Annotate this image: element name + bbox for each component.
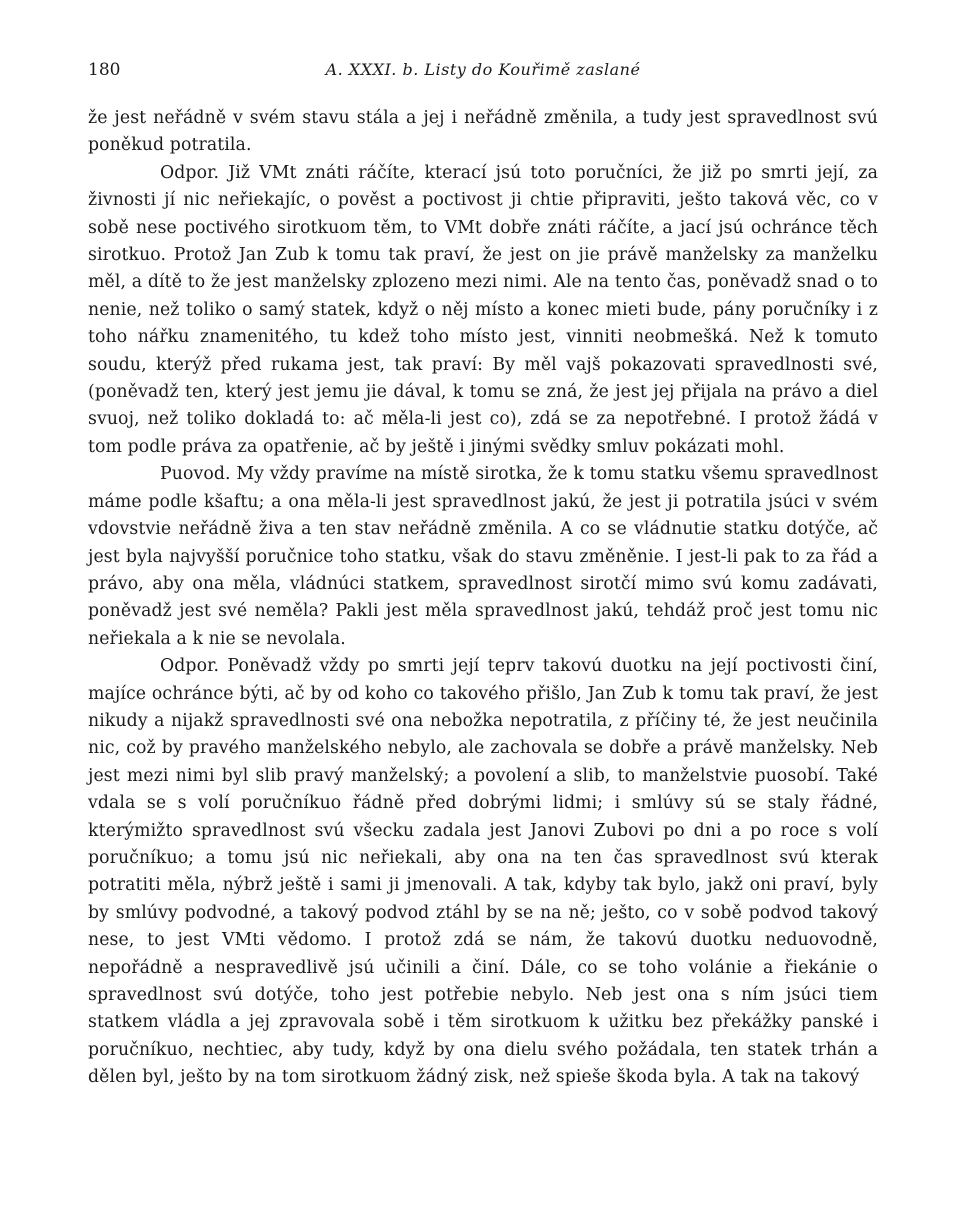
paragraph-continuation: že jest neřádně v svém stavu stála a jej i neřádně změnila, a tudy jest spravedlnost svú poněkud potratila.: [88, 108, 878, 156]
running-head: [88, 60, 878, 88]
paragraph-odpor-second: Odpor. Poněvadž vždy po smrti její teprv takovú duotku na její poctivosti činí, majíce ochránce býti, ač by od koho co takového přišlo, Jan Zub k tomu tak praví, že jest nikudy a nijakž spravedlnosti své ona nebožka nepotratila, z příčiny té, že jest neučinila nic, což by pravého manželského nebylo, ale zachovala se dobře a právě manželsky. Neb jest mezi nimi byl slib pravý manželský; a povolení a slib, to manželstvie puosobí. Také vdala se s volí poručníkuo řádně před dobrými lidmi; i smlúvy sú se staly řádné, kterýmižto spravedlnost svú všecku zadala jest Janovi Zubovi po dni a po roce s volí poručníkuo; a tomu jsú nic neřiekali, aby ona na ten čas spravedlnost svú kterak potratiti měla, nýbrž ještě i sami ji jmenovali. A tak, kdyby tak bylo, jakž oni praví, byly by smlúvy podvodné, a takový podvod ztáhl by se na ně; ješto, co v sobě podvod takový nese, to jest VMti vědomo. I protož zdá se nám, že takovú duotku neduovodně, nepořádně a nespravedlivě jsú učinili a činí. Dále, co se toho volánie a řiekánie o spravedlnost svú dotýče, toho jest potřebie nebylo. Neb jest ona s ním jsúci tiem statkem vládla a jej zpravovala sobě i těm sirotkuom k užitku bez překážky panské i poručníkuo, nechtiec, aby tudy, když by ona dielu svého požádala, ten statek trhán a dělen byl, ješto by na tom sirotkuom žádný zisk, než spieše škoda byla. A tak na takový: [88, 656, 878, 1088]
paragraph-odpor: Odpor. Již VMt znáti ráčíte, kterací jsú toto poručníci, že již po smrti její, za živnosti jí nic neřiekajíc, o pověst a poctivost ji chtie připraviti, ješto taková věc, co v sobě nese poctivého sirotkuom těm, to VMt dobře znáti ráčíte, a jací jsú ochránce těch sirotkuo. Protož Jan Zub k tomu tak praví, že jest on jie právě manželsky za manželku měl, a dítě to že jest manželsky zplozeno mezi nimi. Ale na tento čas, poněvadž snad o to nenie, než toliko o samý statek, když o něj místo a konec mieti bude, pány poručníky i z toho nářku znamenitého, tu kdež toho místo jest, vinniti neobmešká. Než k tomuto soudu, kterýž před rukama jest, tak praví: By měl vajš pokazovati spravedlnosti své, (poněvadž ten, který jest jemu jie dával, k tomu se zná, že jest jej přijala na právo a diel svuoj, než toliko dokladá to: ač měla-li jest co), zdá se za nepotřebné. I protož žádá v tom podle práva za opatřenie, ač by ještě i jinými svědky smluv pokázati mohl.: [88, 162, 878, 457]
page-number: 180: [88, 60, 121, 80]
paragraph-puovod: Puovod. My vždy pravíme na místě sirotka, že k tomu statku všemu spravedlnost máme podle kšaftu; a ona měla-li jest spravedlnost jakú, že jest ji potratila jsúci v svém vdovstvie neřádně živa a ten stav neřádně změnila. A co se vládnutie statku dotýče, ač jest byla najvyšší poručnice toho statku, však do stavu změněnie. I jest-li pak to za řád a právo, aby ona měla, vládnúci statkem, spravedlnost sirotčí mimo svú komu zadávati, poněvadž jest své neměla? Pakli jest měla spravedlnost jakú, tehdáž proč jest tomu nic neřiekala a k nie se nevolala.: [88, 464, 878, 649]
running-title: A. XXXI. b. Listy do Kouřimě zaslané: [325, 60, 641, 79]
body-text: [88, 105, 878, 1092]
